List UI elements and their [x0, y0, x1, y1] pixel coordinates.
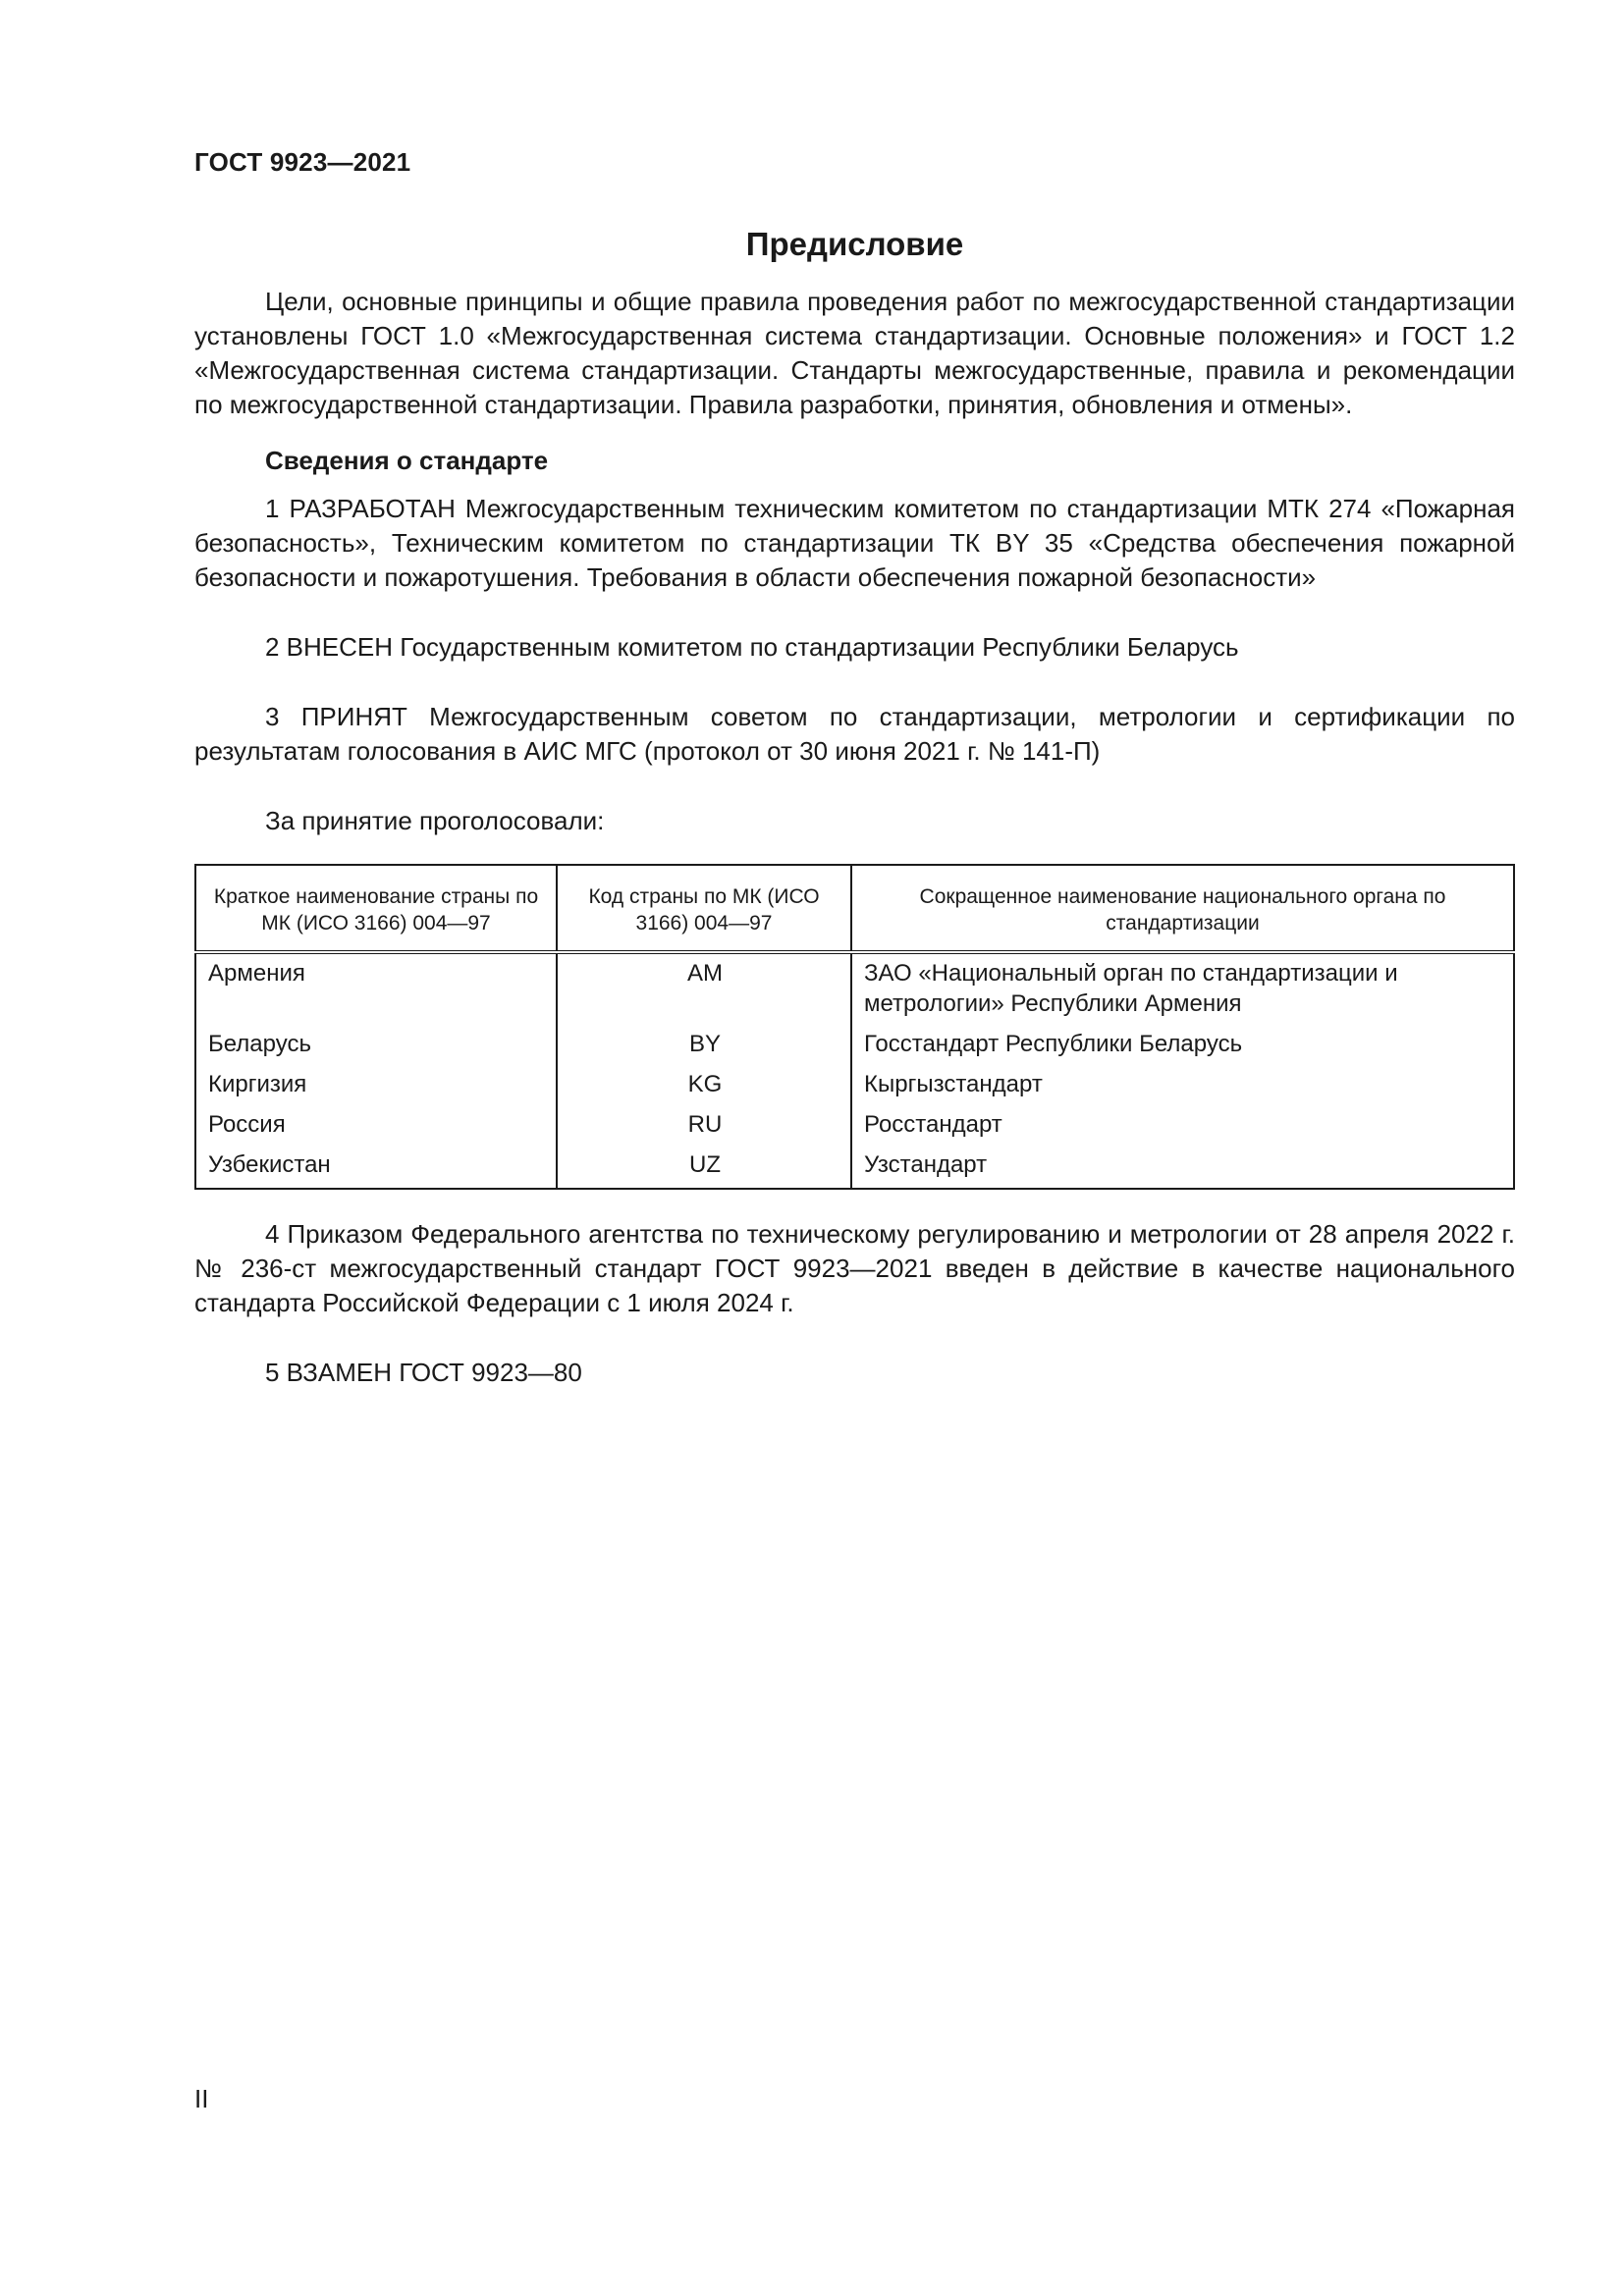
item-adopted: 3 ПРИНЯТ Межгосударственным советом по стандартизации, метрологии и сертификации по результатам голосования в АИС МГС (протокол от 30 июня 2021 г. № 141-П) — [194, 702, 1515, 766]
cell-body: Росстандарт — [851, 1107, 1514, 1148]
table-row — [195, 1148, 1514, 1189]
cell-code: BY — [557, 1027, 851, 1067]
page-title: Предисловие — [745, 226, 964, 262]
item-replaces: 5 ВЗАМЕН ГОСТ 9923—80 — [265, 1358, 582, 1387]
table-row — [195, 952, 1514, 1027]
header-code: Код страны по МК (ИСО 3166) 004—97 — [557, 865, 851, 952]
cell-body: ЗАО «Национальный орган по стандартизации и метрологии» Республики Армения — [851, 952, 1514, 1027]
cell-code: RU — [557, 1107, 851, 1148]
intro-paragraph: Цели, основные принципы и общие правила проведения работ по межгосударственной стандартизации установлены ГОСТ 1.0 «Межгосударственная система стандартизации. Основные положения» и ГОСТ 1.2 «Межгосударственная система стандартизации. Стандарты межгосударственные, правила и рекомендации по межгосударственной стандартизации. Правила разработки, принятия, обновления и отмены». — [194, 287, 1515, 419]
cell-body: Госстандарт Республики Беларусь — [851, 1027, 1514, 1067]
cell-body: Кыргызстандарт — [851, 1067, 1514, 1107]
cell-country: Беларусь — [195, 1027, 557, 1067]
header-country: Краткое наименование страны по МК (ИСО 3166) 004—97 — [195, 865, 557, 952]
cell-country: Армения — [195, 952, 557, 1027]
item-order: 4 Приказом Федерального агентства по техническому регулированию и метрологии от 28 апреля 2022 г. № 236-ст межгосударственный стандарт ГОСТ 9923—2021 введен в действие в качестве национального стандарта Российской Федерации с 1 июля 2024 г. — [194, 1219, 1515, 1317]
cell-country: Узбекистан — [195, 1148, 557, 1189]
header-body: Сокращенное наименование национального органа по стандартизации — [851, 865, 1514, 952]
cell-code: UZ — [557, 1148, 851, 1189]
cell-body: Узстандарт — [851, 1148, 1514, 1189]
document-body — [194, 285, 1515, 1390]
item-introduced: 2 ВНЕСЕН Государственным комитетом по стандартизации Республики Беларусь — [265, 632, 1239, 662]
cell-country: Киргизия — [195, 1067, 557, 1107]
table-row — [195, 1067, 1514, 1107]
table-header-row — [195, 865, 1514, 952]
table-row — [195, 1027, 1514, 1067]
table-row — [195, 1107, 1514, 1148]
cell-country: Россия — [195, 1107, 557, 1148]
page-number: II — [194, 2084, 209, 2113]
voting-table — [194, 864, 1515, 1190]
section-subheading: Сведения о стандарте — [265, 446, 549, 475]
cell-code: KG — [557, 1067, 851, 1107]
item-voted: За принятие проголосовали: — [265, 806, 605, 835]
item-developed: 1 РАЗРАБОТАН Межгосударственным техническим комитетом по стандартизации МТК 274 «Пожарная безопасность», Техническим комитетом по стандартизации ТК BY 35 «Средства обеспечения пожарной безопасности и пожаротушения. Требования в области обеспечения пожарной безопасности» — [194, 494, 1515, 592]
document-header: ГОСТ 9923—2021 — [194, 147, 411, 177]
cell-code: AM — [557, 952, 851, 1027]
